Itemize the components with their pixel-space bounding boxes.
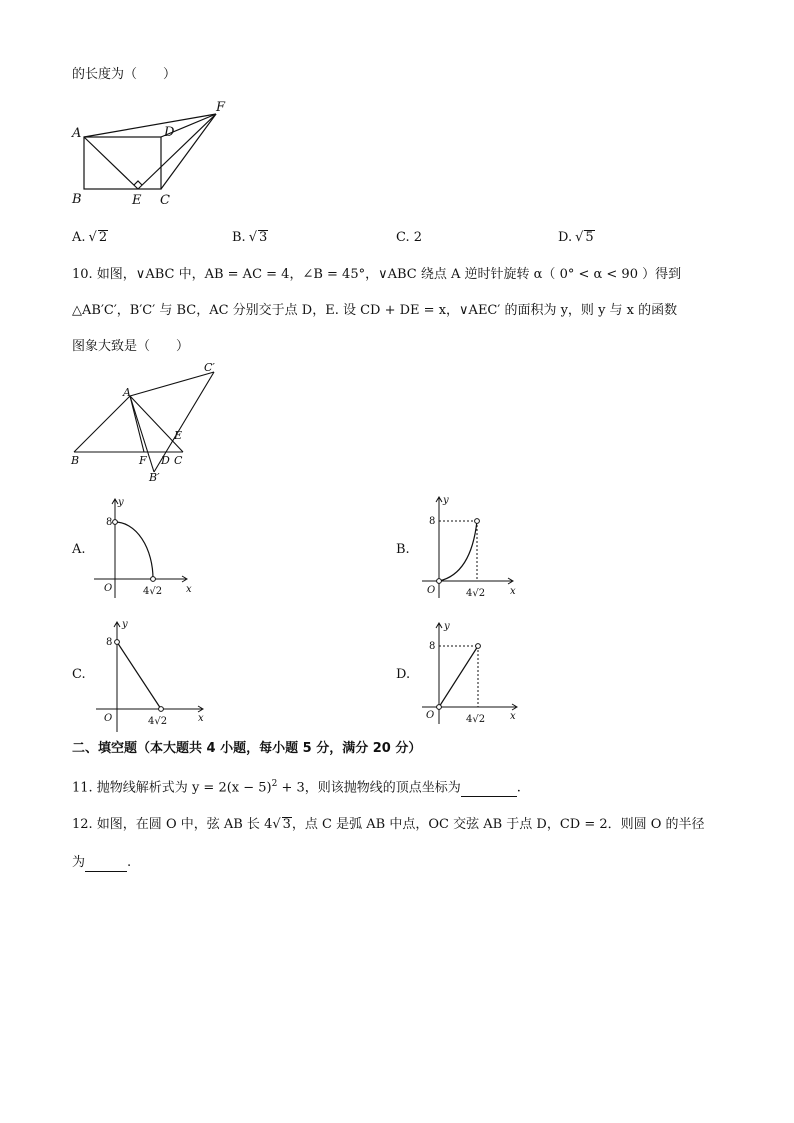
- q10-label-b: B: [71, 454, 80, 467]
- q10-c-x-axis: x: [198, 713, 204, 724]
- q10-figure: [66, 360, 226, 485]
- q11-end: .: [516, 780, 521, 796]
- q9-option-c-value: 2: [413, 230, 423, 245]
- q10-option-b-letter[interactable]: B.: [396, 542, 410, 557]
- q12-end: .: [127, 855, 132, 870]
- q10-option-d-graph: [414, 618, 524, 728]
- q9-option-d-radicand: 5: [585, 230, 594, 245]
- q10-d-x-axis: x: [510, 711, 516, 722]
- q9-label-e: E: [132, 193, 142, 208]
- q10-line3: 图象大致是（ ）: [72, 339, 190, 354]
- q10-label-c: C: [174, 454, 183, 467]
- q10-option-b-graph: [414, 494, 524, 604]
- q10-option-d-letter[interactable]: D.: [396, 667, 411, 682]
- q10-label-d: D: [161, 454, 170, 467]
- q9-label-d: D: [164, 125, 175, 140]
- q10-b-x-axis: x: [510, 586, 516, 597]
- q9-option-b[interactable]: B. √ 3: [232, 230, 268, 245]
- q10-line2: △AB′C′，B′C′ 与 BC，AC 分别交于点 D，E. 设 CD + DE = x，∨AEC′ 的面积为 y，则 y 与 x 的函数: [72, 303, 678, 318]
- q9-label-f: F: [216, 100, 226, 115]
- q10-label-e: E: [174, 429, 183, 442]
- q11-exponent: 2: [271, 779, 278, 789]
- q10-a-origin: O: [104, 583, 113, 594]
- q10-option-c-letter[interactable]: C.: [72, 667, 86, 682]
- section-heading: 二、填空题（本大题共 4 小题，每小题 5 分，满分 20 分）: [72, 741, 422, 756]
- q10-label-a: A: [123, 386, 131, 399]
- q9-option-d-letter: D.: [558, 230, 573, 245]
- q10-b-ymark: 8: [429, 516, 436, 527]
- q10-label-f: F: [139, 454, 147, 467]
- q10-option-a-letter[interactable]: A.: [72, 542, 86, 557]
- q10-d-ymark: 8: [429, 641, 436, 652]
- q11-answer-blank[interactable]: [461, 778, 517, 797]
- q10-c-y-axis: y: [122, 619, 128, 630]
- q12-line2: [72, 853, 131, 872]
- q10-d-y-axis: y: [444, 621, 450, 632]
- q12-part2: ，点 C 是弧 AB 中点，OC 交弦 AB 于点 D，CD = 2．则圆 O 的半径: [291, 817, 705, 832]
- q9-option-c-letter: C.: [396, 230, 410, 245]
- q9-stem-tail: 的长度为（ ）: [72, 67, 177, 82]
- q9-label-b: B: [72, 192, 82, 207]
- q10-a-xmark: 4√2: [143, 586, 163, 597]
- q10-c-origin: O: [104, 713, 113, 724]
- q10-label-b-prime: B′: [149, 471, 160, 484]
- q10-label-c-prime: C′: [204, 361, 215, 374]
- q10-d-xmark: 4√2: [466, 714, 486, 725]
- q10-d-origin: O: [426, 710, 435, 721]
- q9-figure: [60, 95, 240, 210]
- q9-option-a[interactable]: A. √ 2: [72, 230, 108, 245]
- q11-prefix: 11. 抛物线解析式为 y = 2(x − 5): [72, 780, 272, 796]
- q9-option-d[interactable]: D. √ 5: [558, 230, 594, 245]
- q10-a-y-axis: y: [118, 497, 124, 508]
- q9-option-a-letter: A.: [72, 230, 86, 245]
- q12-answer-blank[interactable]: [85, 853, 127, 872]
- q12-radicand: 3: [282, 817, 291, 832]
- q9-option-b-radicand: 3: [258, 230, 268, 245]
- q10-c-xmark: 4√2: [148, 716, 168, 727]
- q11: [72, 775, 521, 797]
- q9-option-c[interactable]: [396, 229, 422, 247]
- q10-b-origin: O: [427, 585, 436, 596]
- q9-label-a: A: [72, 126, 82, 141]
- q10-line1: 10. 如图，∨ABC 中，AB = AC = 4，∠B = 45°，∨ABC 绕点 A 逆时针旋转 α（ 0° < α < 90 ）得到: [72, 267, 682, 282]
- q10-c-ymark: 8: [106, 637, 113, 648]
- q9-option-b-letter: B.: [232, 230, 246, 245]
- q9-option-a-radicand: 2: [98, 230, 108, 245]
- q11-middle: + 3，则该抛物线的顶点坐标为: [277, 780, 461, 796]
- q10-a-x-axis: x: [186, 584, 192, 595]
- q12-line2-prefix: 为: [72, 855, 86, 870]
- q10-b-xmark: 4√2: [466, 588, 486, 599]
- q12-line1: 12. 如图，在圆 O 中，弦 AB 长 4√ 3，点 C 是弧 AB 中点，OC 交弦 AB 于点 D，CD = 2．则圆 O 的半径: [72, 817, 705, 832]
- q9-label-c: C: [160, 193, 170, 208]
- q10-b-y-axis: y: [443, 495, 449, 506]
- q10-a-ymark: 8: [106, 517, 113, 528]
- q12-part1: 12. 如图，在圆 O 中，弦 AB 长 4: [72, 817, 273, 832]
- q10-option-c-graph: [90, 617, 210, 735]
- q10-option-a-graph: [90, 494, 200, 604]
